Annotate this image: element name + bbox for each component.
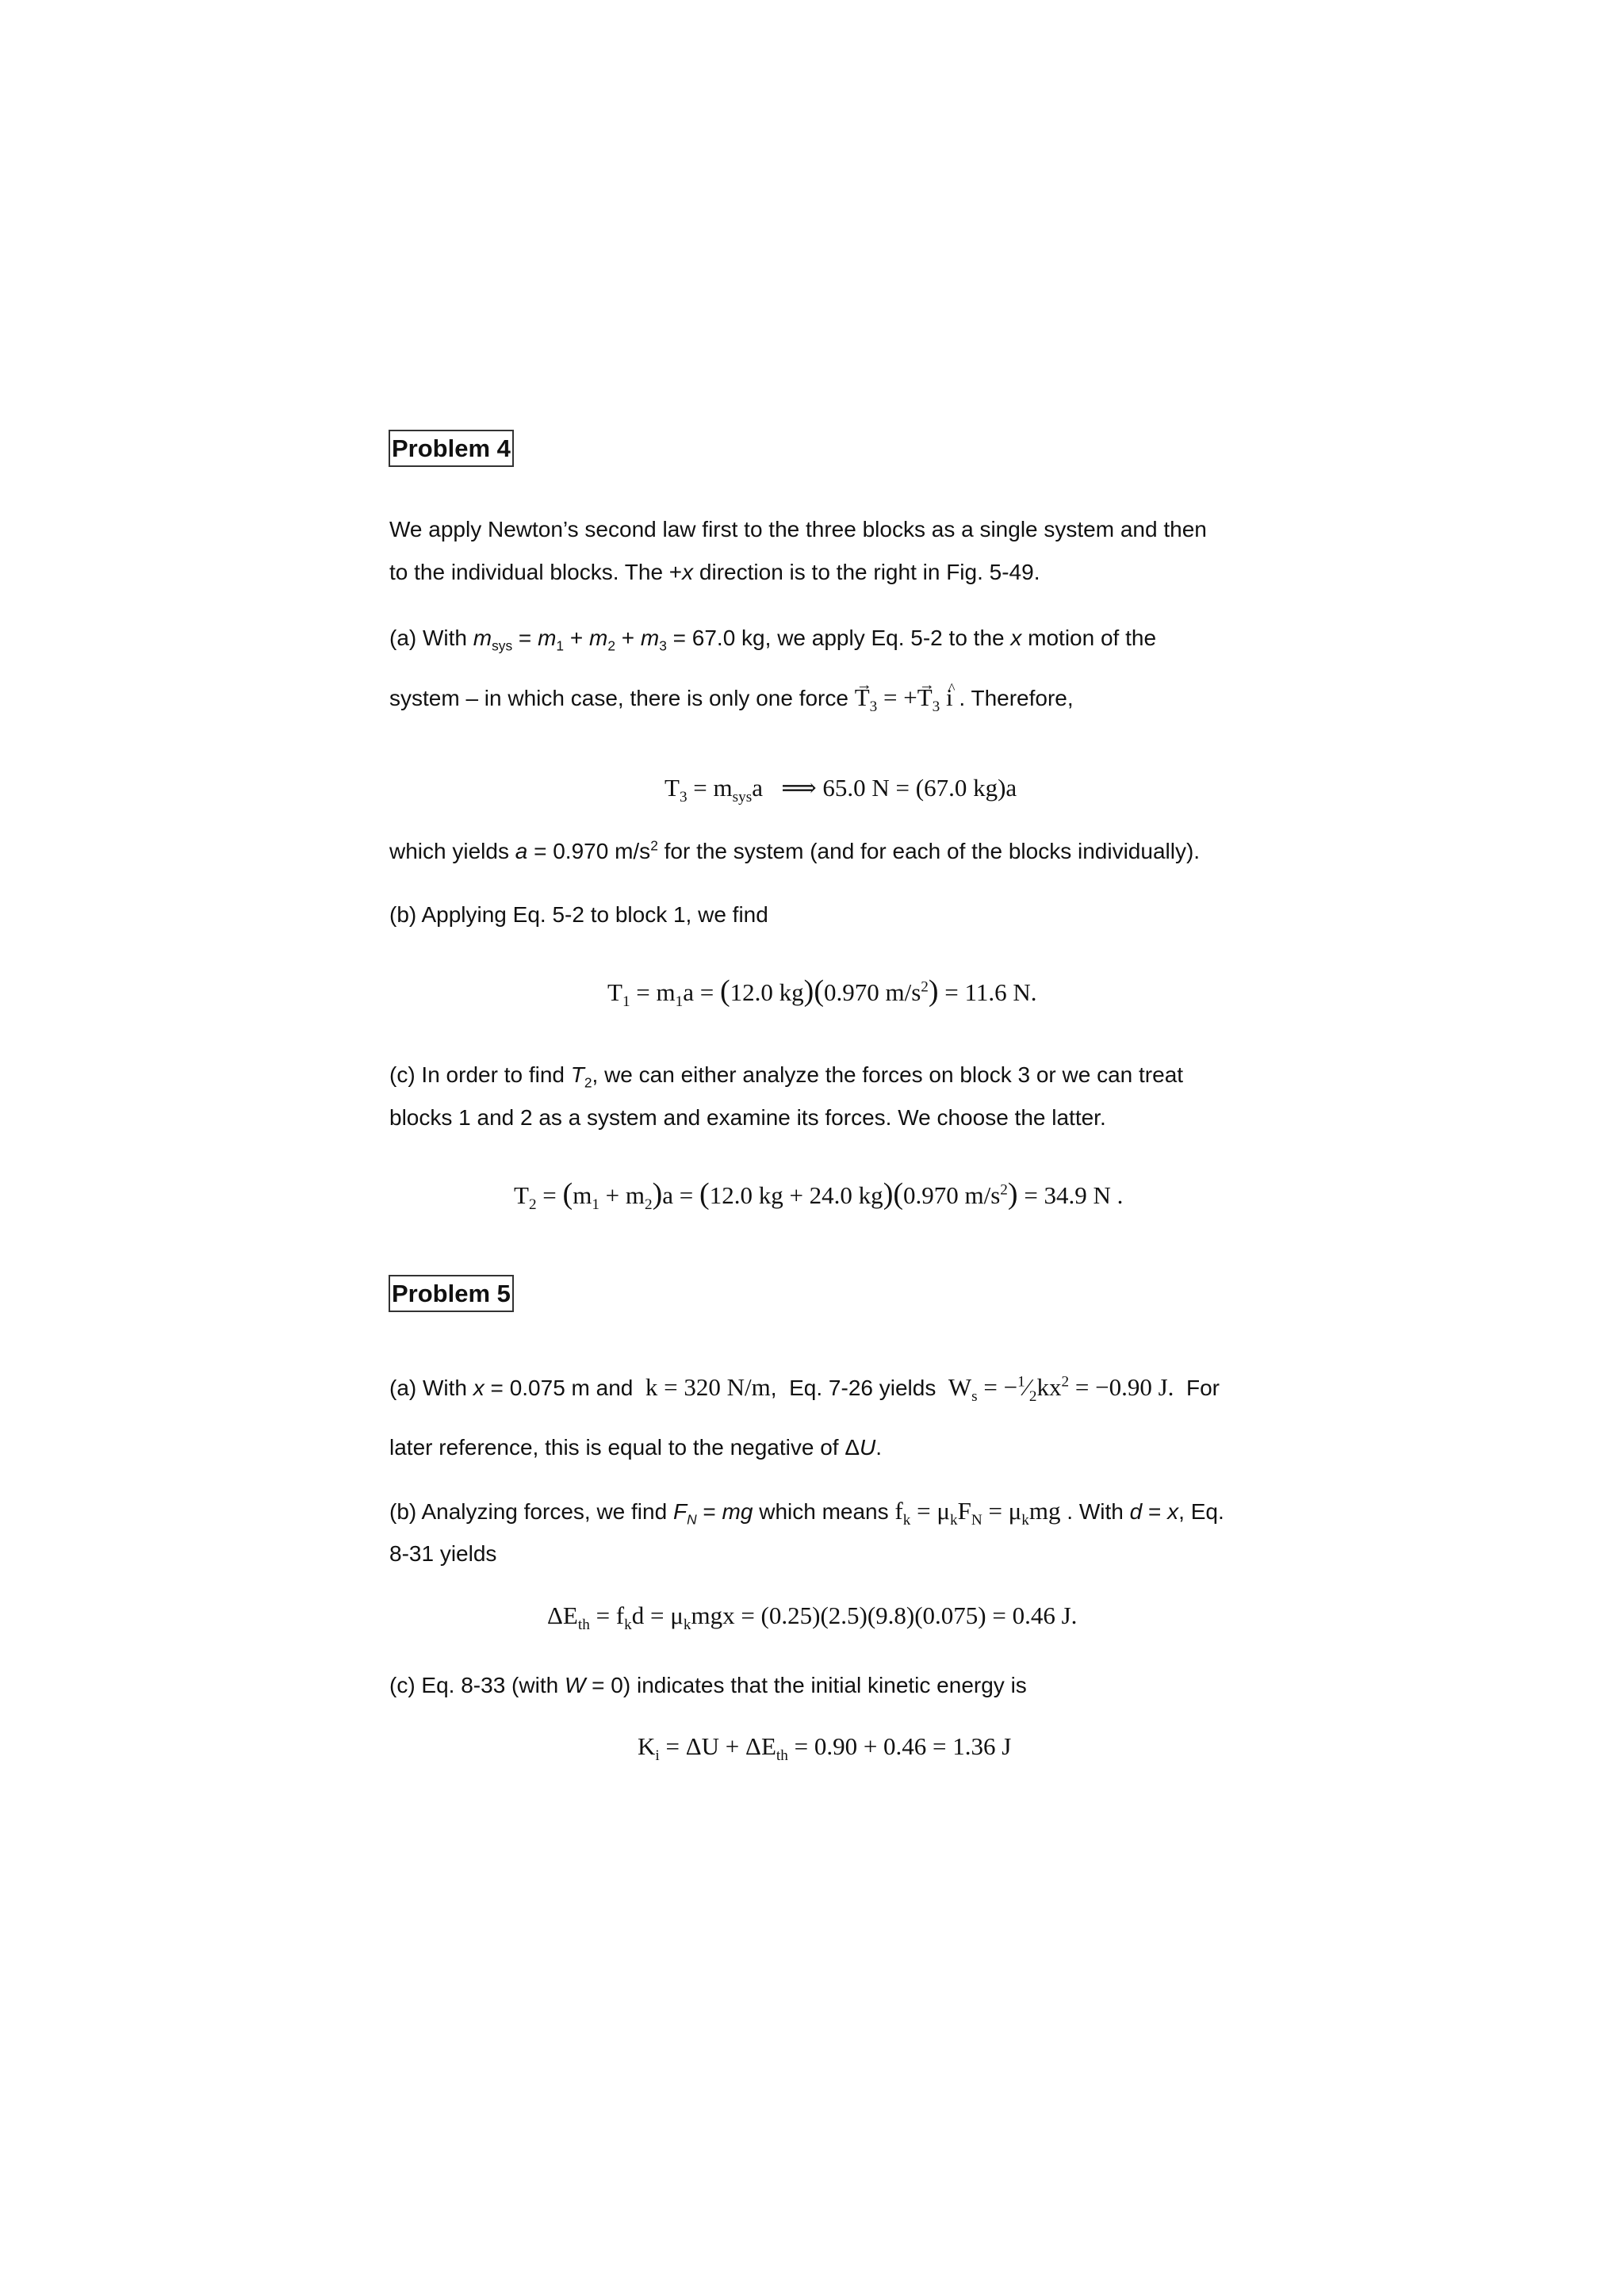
p4-part-c-line-1: (c) In order to find $T_2$, we can either analyze the forces on block 3 or we can treat: [389, 1062, 1184, 1091]
p5-part-c-line: (c) Eq. 8-33 (with W = 0) indicates that the initial kinetic energy is: [389, 1673, 1027, 1697]
p5-part-a-line-1: (a) With x = 0.075 m and k = 320 N/m, Eq. 7-26 yields $W_s$ = $-^1⁄_2kx^2 = -0.90$ J. For: [389, 1373, 1220, 1406]
problem-5-heading: Problem 5: [389, 1275, 514, 1312]
p4-part-a-line-1: (a) With $m_{sys} = m_1 + m_2 + m_3 = 67.0$ kg, we apply Eq. 5-2 to the x motion of the: [389, 626, 1157, 654]
p5-part-b-line-2: 8-31 yields: [389, 1541, 497, 1566]
p5-part-a-line-2: later reference, this is equal to the negative of ΔU.: [389, 1435, 883, 1460]
p4-part-b-line: (b) Applying Eq. 5-2 to block 1, we find: [389, 902, 768, 927]
p5-part-b-line-1: (b) Analyzing forces, we find $F_N$ = mg which means $f_k = \mu_kF_N = \mu_kmg$ . With d = x, Eq.: [389, 1497, 1224, 1529]
p4-yields-line: which yields a = 0.970 $m/s^2$ for the system (and for each of the blocks individually).: [389, 837, 1201, 863]
p4-part-c-line-2: blocks 1 and 2 as a system and examine its forces. We choose the latter.: [389, 1105, 1106, 1130]
p4-intro-line-2: to the individual blocks. The +x direction is to the right in Fig. 5-49.: [389, 560, 1040, 584]
p4-equation-2: $T_1 = m_1a = (12.0$ kg)(0.970 $m/s^2) = 11.6$ N.: [607, 974, 1037, 1011]
p4-intro-line-1: We apply Newton’s second law first to the three blocks as a single system and then: [389, 517, 1207, 541]
p5-equation-1: $\Delta E_{th} = f_kd = \mu_kmgx = (0.25)(2.5)(9.8)(0.075) = 0.46$ J.: [547, 1601, 1078, 1634]
p4-equation-1: $T_3 = m_{sys}a$ ⟹ 65.0 N = (67.0 kg)a: [665, 774, 1017, 806]
p4-part-a-line-2: system – in which case, there is only one force → $T_3$ = +→ $T_3$ ^ i . Therefore,: [389, 683, 1074, 713]
p4-equation-3: $T_2 = (m_1 + m_2)a = (12.0$ kg + 24.0 kg)(0.970 $m/s^2) = 34.9$ N .: [514, 1177, 1124, 1214]
problem-4-heading: Problem 4: [389, 430, 514, 467]
p5-equation-2: $K_i = \Delta U + \Delta E_{th} = 0.90 + 0.46 = 1.36$ J: [638, 1732, 1012, 1765]
